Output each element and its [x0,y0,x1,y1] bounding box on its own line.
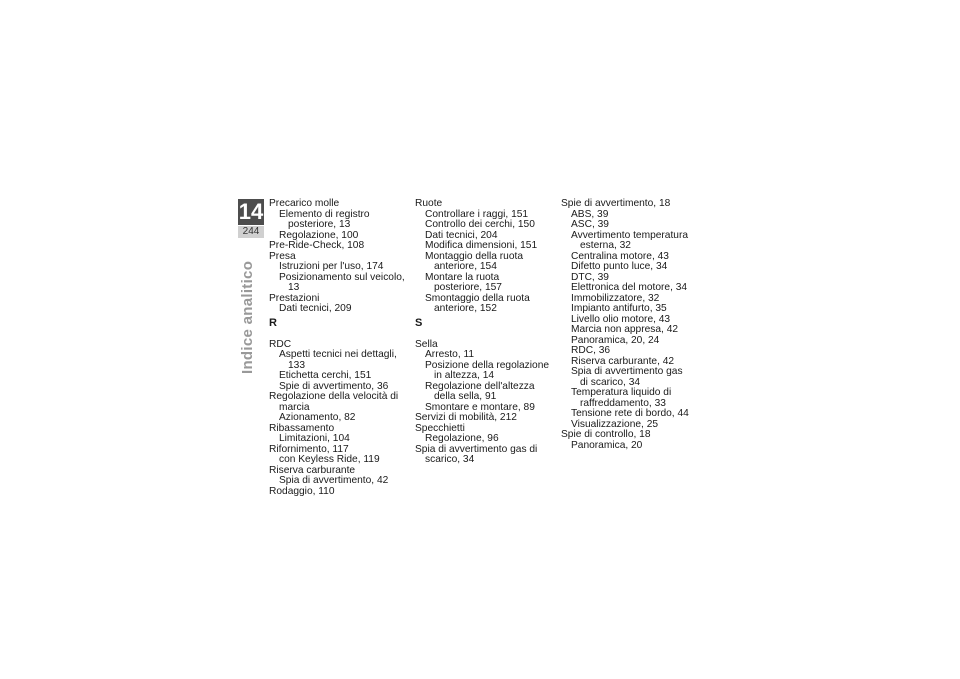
index-subentry: Dati tecnici, 204 [425,229,498,241]
index-entry: Sella [415,338,438,350]
index-subentry: Marcia non appresa, 42 [571,324,679,335]
index-subentry: Istruzioni per l'uso, 174 [279,261,384,272]
index-subentry: Impianto antifurto, 35 [571,303,667,314]
index-subentry: Posizione della regolazione in altezza, 14 [425,359,550,381]
index-subentry: Posizionamento sul veicolo, 13 [279,271,405,293]
index-subentry: Avvertimento temperatura esterna, 32 [571,229,689,251]
index-entry: Ribassamento [269,422,335,434]
index-subentry: Spia di avvertimento, 42 [279,475,389,486]
index-entry: Riserva carburante [269,464,356,476]
index-subentry: con Keyless Ride, 119 [279,454,380,465]
index-subentry: Difetto punto luce, 34 [571,261,668,272]
index-subentry: Modifica dimensioni, 151 [425,240,538,251]
index-subentry: Montaggio della ruota anteriore, 154 [425,250,523,272]
page-number: 244 [238,226,264,238]
index-subentry: Azionamento, 82 [279,412,356,423]
index-subentry: ASC, 39 [571,219,609,230]
index-subentry: Elemento di registro posteriore, 13 [279,208,370,230]
section-side-title: Indice analitico [239,260,256,374]
index-subentry: Spie di avvertimento, 36 [279,380,389,392]
index-entry: Pre-Ride-Check, 108 [269,240,365,251]
index-entry: Precarico molle [269,198,340,209]
index-entry: Spie di avvertimento, 18 [561,198,671,209]
index-subentry: Etichetta cerchi, 151 [279,370,372,381]
index-subentry: Controllare i raggi, 151 [425,208,529,220]
index-subentry: Riserva carburante, 42 [571,355,675,367]
index-entry: Rodaggio, 110 [269,485,335,497]
index-subentry: Elettronica del motore, 34 [571,282,688,293]
index-entry: Presa [269,250,296,262]
index-subentry: RDC, 36 [571,345,611,356]
index-subentry: Panoramica, 20 [571,439,643,451]
index-entry: Spie di controllo, 18 [561,429,651,440]
index-column-3 [561,199,691,451]
index-entry: Specchietti [415,422,465,434]
index-subentry: Aspetti tecnici nei dettagli, 133 [279,349,397,371]
index-column-2 [415,199,550,466]
index-subentry: Controllo dei cerchi, 150 [425,219,535,230]
chapter-number: 14 [238,199,264,224]
index-entry: Prestazioni [269,292,320,304]
index-subentry: Limitazioni, 104 [279,433,350,444]
index-subentry: Smontare e montare, 89 [425,401,535,413]
index-subentry: Livello olio motore, 43 [571,313,671,325]
index-subentry: Tensione rete di bordo, 44 [571,408,689,419]
index-subentry: Spia di avvertimento gas di scarico, 34 [571,366,683,388]
index-subentry: Panoramica, 20, 24 [571,334,660,346]
index-letter-heading: R [269,316,277,329]
index-subentry: Regolazione, 100 [279,229,359,241]
index-subentry: Visualizzazione, 25 [571,418,659,430]
index-subentry: Arresto, 11 [425,349,475,360]
index-entry: Servizi di mobilità, 212 [415,412,517,423]
index-subentry: Regolazione dell'altezza della sella, 91 [425,380,535,402]
index-entry: Rifornimento, 117 [269,443,349,455]
index-subentry: Dati tecnici, 209 [279,303,352,314]
index-subentry: DTC, 39 [571,271,609,283]
index-subentry: Montare la ruota posteriore, 157 [425,271,502,293]
index-entry: Regolazione della velocità di marcia [269,391,399,413]
index-subentry: Regolazione, 96 [425,433,499,444]
index-subentry: Temperatura liquido di raffreddamento, 33 [571,387,672,409]
index-letter-heading: S [415,316,423,329]
index-entry: Ruote [415,198,443,209]
index-entry: RDC [269,338,292,350]
index-subentry: Immobilizzatore, 32 [571,292,660,304]
index-entry: Spia di avvertimento gas di scarico, 34 [415,443,538,465]
index-subentry: Smontaggio della ruota anteriore, 152 [425,292,530,314]
index-subentry: ABS, 39 [571,208,609,220]
index-column-1 [269,199,411,497]
index-subentry: Centralina motore, 43 [571,250,669,262]
